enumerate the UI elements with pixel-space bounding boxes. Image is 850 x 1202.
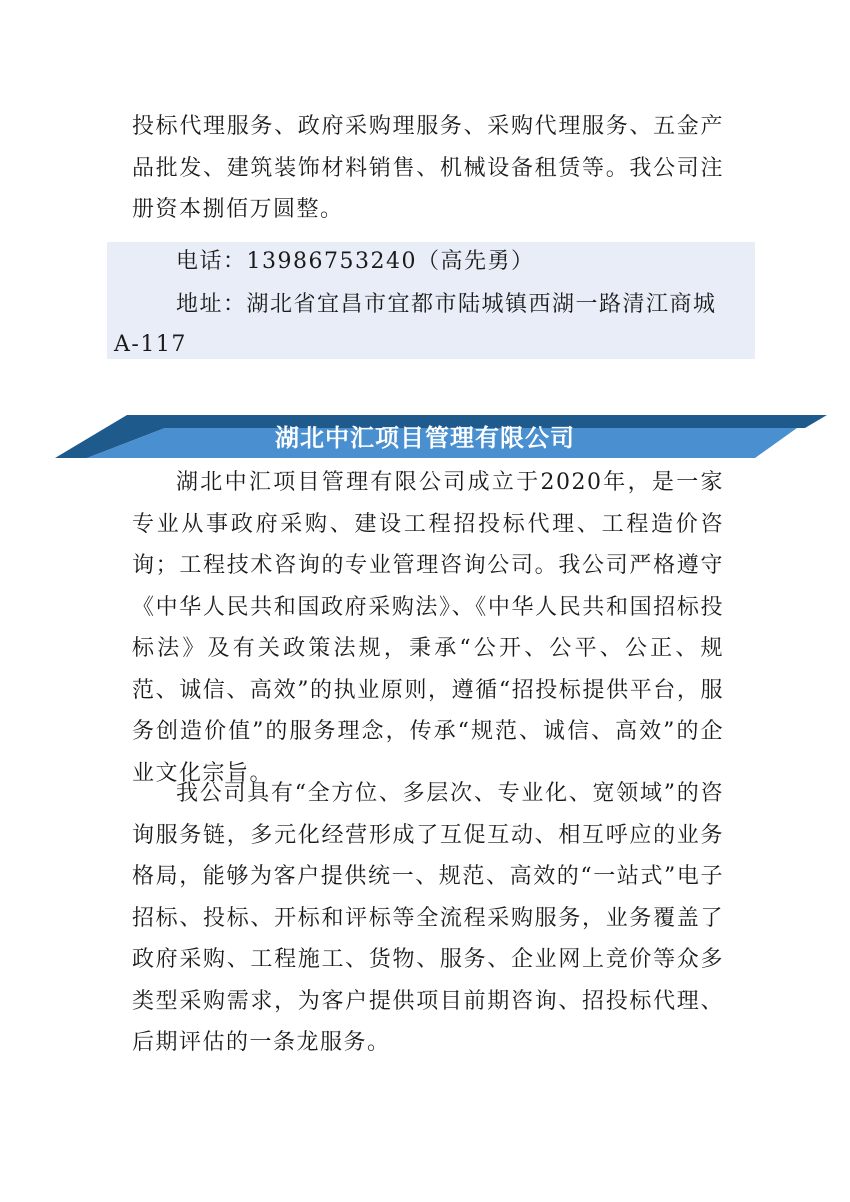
contact-phone: 电话：13986753240（高先勇） [176,249,535,274]
contact-address: 地址：湖北省宜昌市宜都市陆城镇西湖一路清江商城 [176,292,717,317]
company-services-paragraph: 我公司具有“全方位、多层次、专业化、宽领域”的咨询服务链，多元化经营形成了互促互动、相互呼应的业务格局，能够为客户提供统一、规范、高效的“一站式”电子招标、投标、开标和评标等全流程采购服务，业务覆盖了政府采购、工程施工、货物、服务、企业网上竞价等众多类型采购需求，为客户提供项目前期咨询、招投标代理、后期评估的一条龙服务。 [132,781,724,1055]
intro-paragraph: 投标代理服务、政府采购理服务、采购代理服务、五金产品批发、建筑装饰材料销售、机械设备租赁等。我公司注册资本捌佰万圆整。 [132,114,724,222]
company-intro-paragraph: 湖北中汇项目管理有限公司成立于2020年，是一家专业从事政府采购、建设工程招投标代理、工程造价咨询；工程技术咨询的专业管理咨询公司。我公司严格遵守《中华人民共和国政府采购法》、《中华人民共和国招标投标法》及有关政策法规，秉承“公开、公平、公正、规范、诚信、高效”的执业原则，遵循“招投标提供平台，服务创造价值”的服务理念，传承“规范、诚信、高效”的企业文化宗旨。 [132,470,724,786]
contact-address-continued: A-117 [114,332,187,357]
section-title: 湖北中汇项目管理有限公司 [275,424,575,452]
